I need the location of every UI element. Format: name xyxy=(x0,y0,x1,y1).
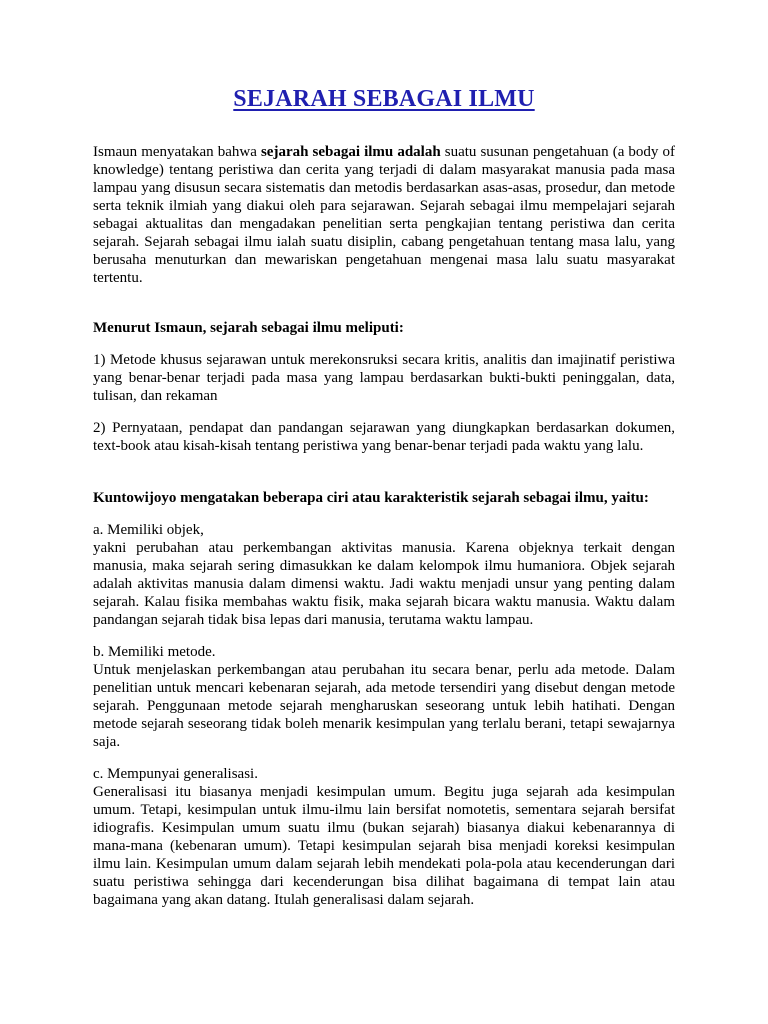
page-title: SEJARAH SEBAGAI ILMU xyxy=(233,86,535,112)
criterion-c-text: Generalisasi itu biasanya menjadi kesimpulan umum. Begitu juga sejarah ada kesimpulan umum. Tetapi, kesimpulan untuk ilmu-ilmu lain bersifat nomotetis, sementara sejarah bersifat idiografis. Kesimpulan umum suatu ilmu (bukan sejarah) biasanya diakui kebenarannya di mana-mana (kebenaran umum). Tetapi kesimpulan sejarah bisa menjadi koreksi kesimpulan ilmu lain. Kesimpulan umum dalam sejarah lebih mendekati pola-pola atau kecenderungan dari suatu peristiwa sehingga dari kecenderungan bisa dilihat bagaimana di tempat lain atau bagaimana yang akan datang. Itulah generalisasi dalam sejarah. xyxy=(93,784,675,908)
criterion-b-text: Untuk menjelaskan perkembangan atau perubahan itu secara benar, perlu ada metode. Dalam penelitian untuk mencari kebenaran sejarah, ada metode tersendiri yang disebut dengan metode sejarah. Penggunaan metode sejarah mengharuskan seseorang untuk lebih hatihati. Dengan metode sejarah seseorang tidak boleh menarik kesimpulan yang terlalu berani, tetapi sewajarnya saja. xyxy=(93,662,675,750)
criterion-c-label: c. Mempunyai generalisasi. xyxy=(93,766,258,782)
ismaun-heading: Menurut Ismaun, sejarah sebagai ilmu meliputi: xyxy=(93,320,404,336)
criterion-c xyxy=(93,765,675,909)
intro-text-after: suatu susunan pengetahuan (a body of knowledge) tentang peristiwa dan cerita yang terjadi di dalam masyarakat manusia pada masa lampau yang disusun secara sistematis dan metodis berdasarkan asas-asas, prosedur, dan metode serta teknik ilmiah yang diakui oleh para sejarawan. Sejarah sebagai ilmu mempelajari sejarah sebagai aktualitas dan mengadakan penelitian serta pengkajian tentang peristiwa dan cerita sejarah. Sejarah sebagai ilmu ialah suatu disiplin, cabang pengetahuan tentang masa lalu, yang berusaha menuturkan dan mewariskan pengetahuan mengenai masa lalu suatu masyarakat tertentu. xyxy=(93,144,675,286)
criterion-a-label: a. Memiliki objek, xyxy=(93,522,204,538)
ismaun-item-1: 1) Metode khusus sejarawan untuk merekonsruksi secara kritis, analitis dan imajinatif peristiwa yang benar-benar terjadi pada masa yang lampau berdasarkan bukti-bukti peninggalan, data, tulisan, dan rekaman xyxy=(93,352,675,404)
intro-bold-phrase: sejarah sebagai ilmu adalah xyxy=(260,144,441,160)
intro-text-before: Ismaun menyatakan bahwa xyxy=(93,144,261,160)
criterion-b xyxy=(93,643,675,751)
criterion-a-text: yakni perubahan atau perkembangan aktivitas manusia. Karena objeknya terkait dengan manusia, maka sejarah sering dimasukkan ke dalam kelompok ilmu humaniora. Objek sejarah adalah aktivitas manusia dalam dimensi waktu. Jadi waktu menjadi unsur yang penting dalam sejarah. Kalau fisika membahas waktu fisik, maka sejarah bicara waktu manusia. Waktu dalam pandangan sejarah tidak bisa lepas dari manusia, terutama waktu lampau. xyxy=(93,540,675,628)
ismaun-item-2: 2) Pernyataan, pendapat dan pandangan sejarawan yang diungkapkan berdasarkan dokumen, text-book atau kisah-kisah tentang peristiwa yang benar-benar terjadi pada waktu yang lalu. xyxy=(93,420,675,454)
kuntowijoyo-heading: Kuntowijoyo mengatakan beberapa ciri atau karakteristik sejarah sebagai ilmu, yaitu: xyxy=(93,490,649,506)
criterion-a xyxy=(93,521,675,629)
intro-paragraph xyxy=(93,143,675,287)
criterion-b-label: b. Memiliki metode. xyxy=(93,644,216,660)
